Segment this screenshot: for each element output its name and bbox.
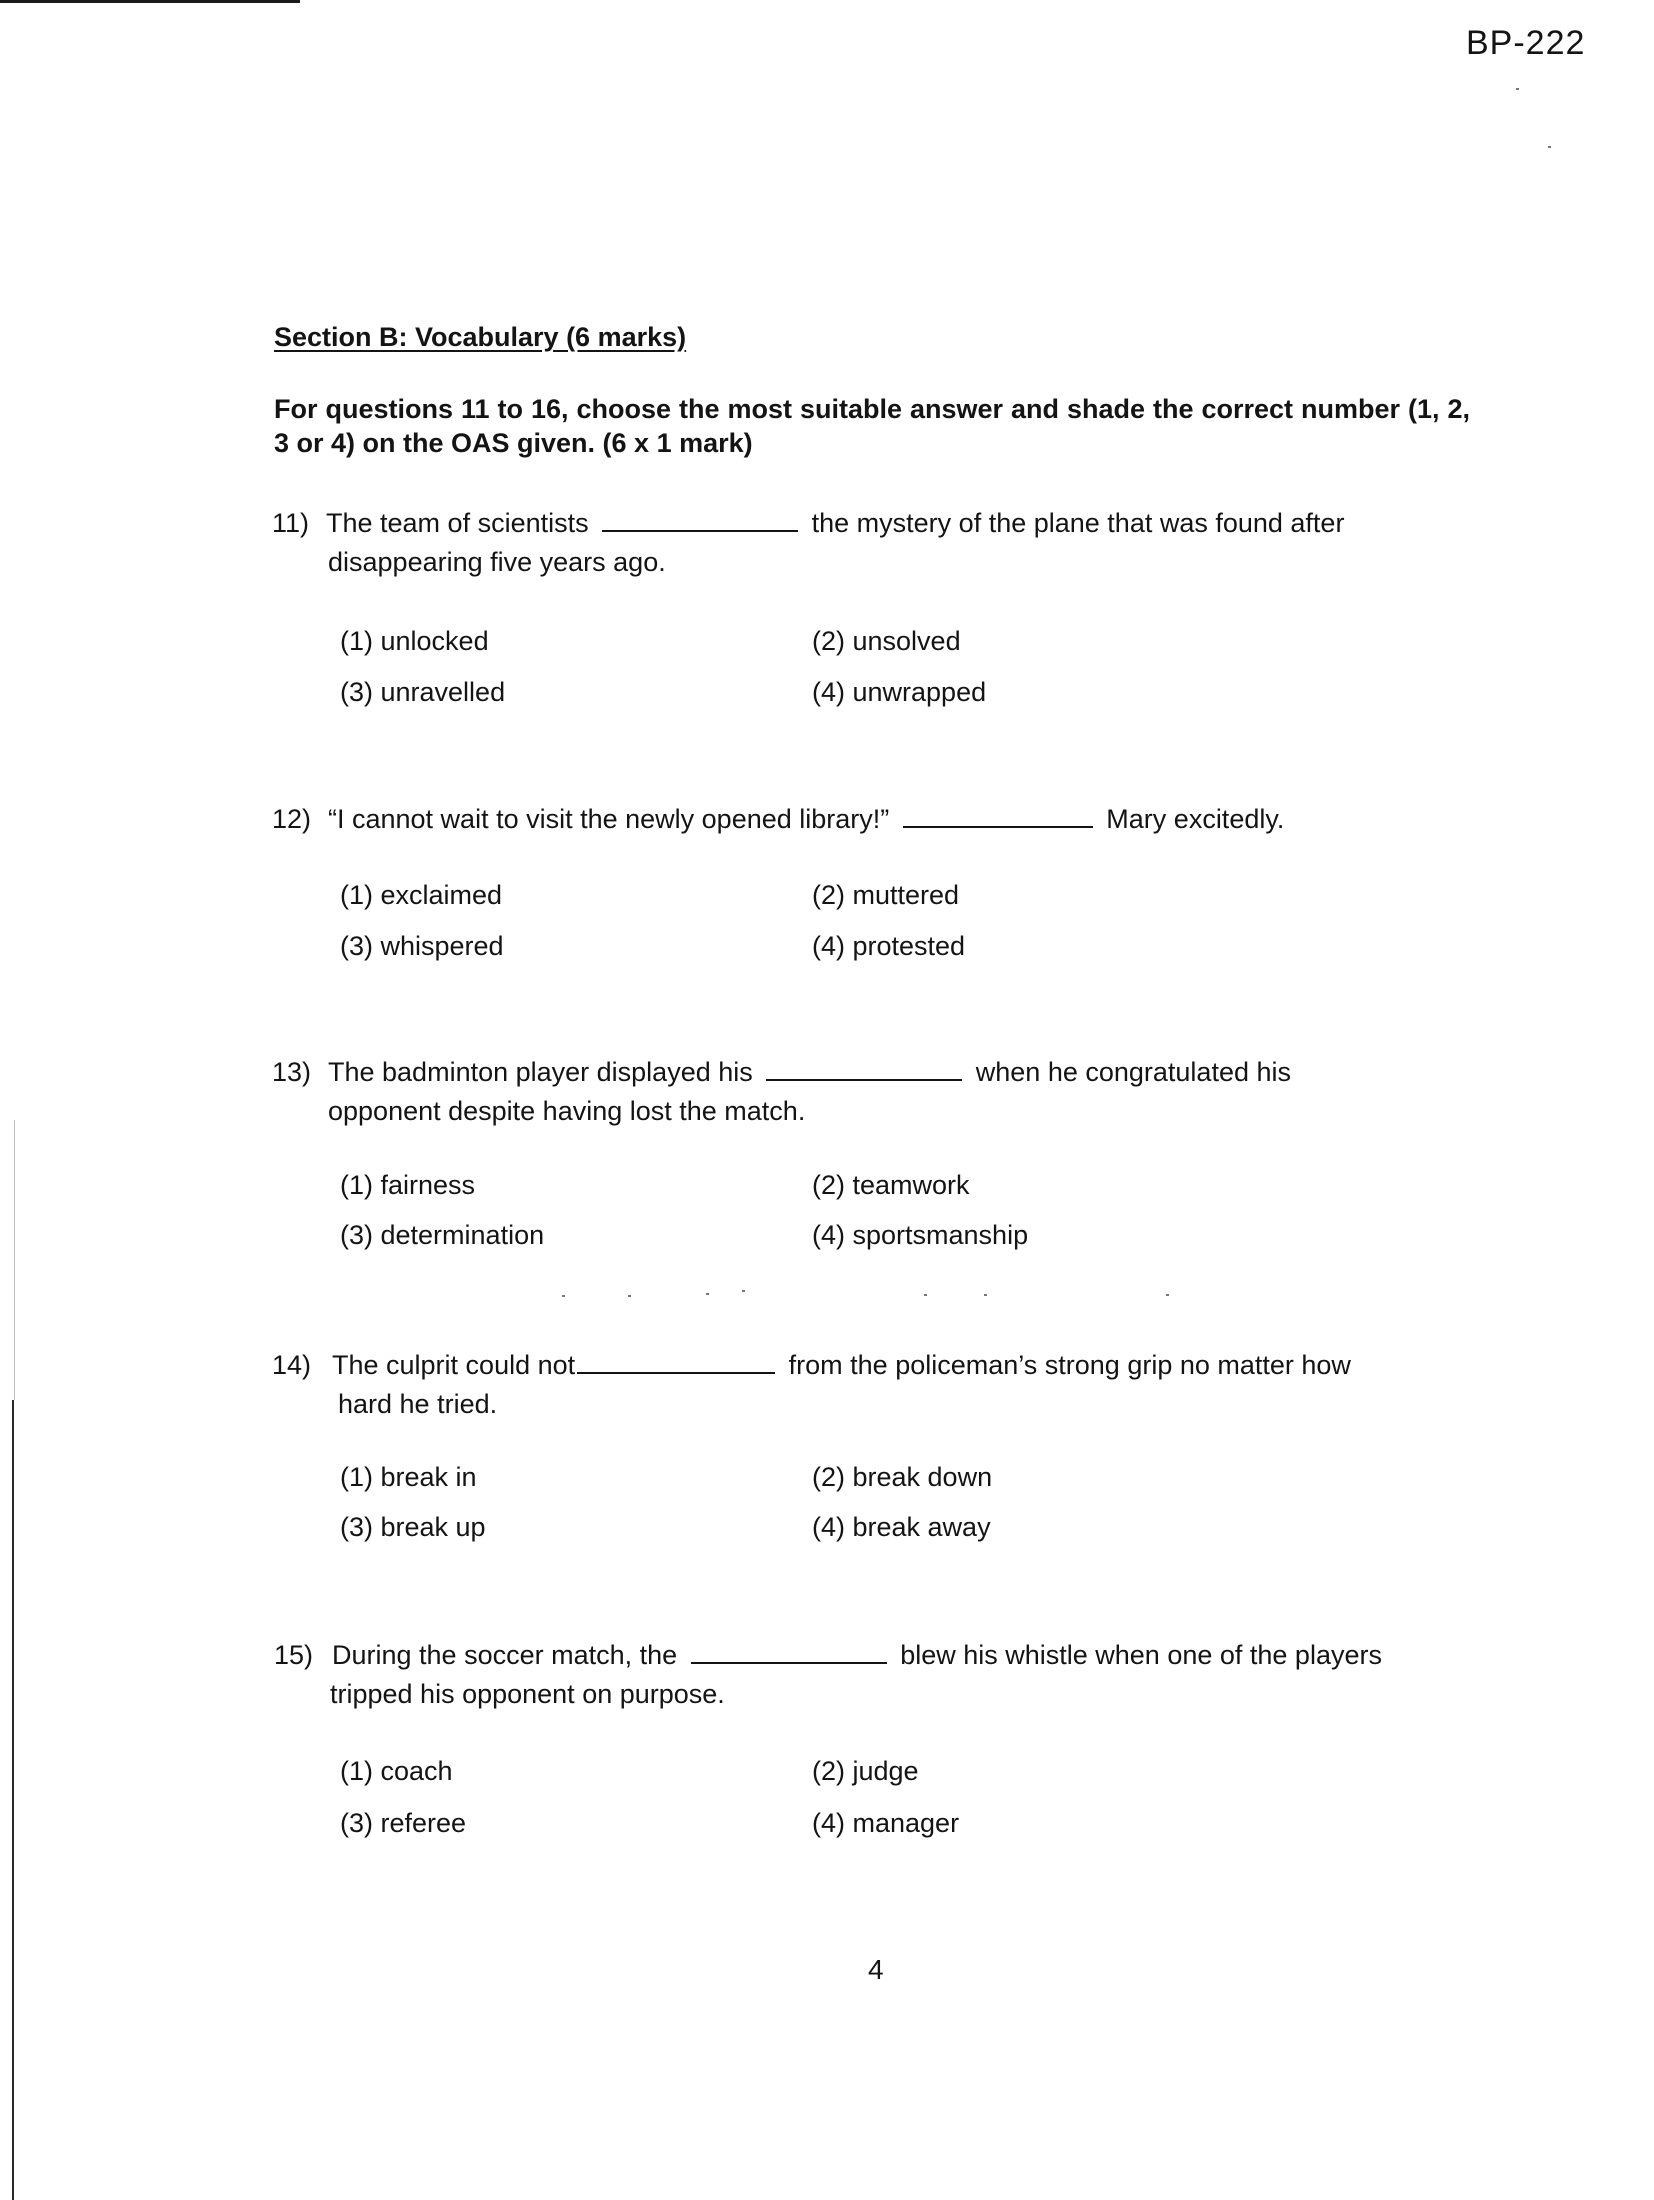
section-title: Section B: Vocabulary (6 marks)	[274, 322, 687, 352]
question-text-after: blew his whistle when one of the players	[900, 1640, 1382, 1670]
section-instructions: For questions 11 to 16, choose the most suitable answer and shade the correct number (1, 2, 3 or 4) on the OAS given. (6 x 1 mark)	[274, 394, 1470, 458]
scan-margin-line	[12, 1400, 14, 2200]
answer-blank	[903, 804, 1093, 828]
option-1: (1) exclaimed	[340, 880, 503, 910]
question-number: 15)	[274, 1640, 314, 1670]
scan-speck	[1516, 88, 1519, 90]
option-4: (4) sportsmanship	[812, 1220, 1029, 1250]
answer-blank	[602, 508, 798, 532]
option-3: (3) referee	[340, 1808, 467, 1838]
option-2: (2) teamwork	[812, 1170, 970, 1200]
scan-speck	[984, 1294, 987, 1296]
question-line	[272, 1348, 1351, 1382]
question-text-after: Mary excitedly.	[1106, 804, 1285, 834]
option-1: (1) break in	[340, 1462, 477, 1492]
question-line-2: opponent despite having lost the match.	[328, 1096, 806, 1126]
question-text-after: when he congratulated his	[975, 1057, 1292, 1087]
question-line-2: tripped his opponent on purpose.	[330, 1679, 725, 1709]
scan-margin-line-faint	[14, 1120, 15, 1400]
scan-speck	[706, 1293, 709, 1295]
option-3: (3) whispered	[340, 931, 504, 961]
option-4: (4) protested	[812, 931, 966, 961]
option-1: (1) unlocked	[340, 626, 489, 656]
option-3: (3) unravelled	[340, 677, 506, 707]
scan-speck	[562, 1295, 565, 1297]
question-text-before: The team of scientists	[326, 508, 589, 538]
option-4: (4) manager	[812, 1808, 960, 1838]
question-line	[274, 1638, 1382, 1672]
question-line	[272, 506, 1344, 540]
paper-code: BP-222	[1466, 24, 1586, 62]
option-4: (4) break away	[812, 1512, 991, 1542]
option-1: (1) coach	[340, 1756, 453, 1786]
option-2: (2) break down	[812, 1462, 993, 1492]
option-3: (3) break up	[340, 1512, 486, 1542]
question-line-2: disappearing five years ago.	[328, 547, 666, 577]
option-2: (2) unsolved	[812, 626, 961, 656]
question-number: 13)	[272, 1057, 312, 1087]
scan-speck	[628, 1295, 631, 1297]
scan-speck	[1548, 146, 1551, 148]
question-line-2: hard he tried.	[338, 1389, 498, 1419]
question-text-before: “I cannot wait to visit the newly opened library!”	[328, 804, 890, 834]
question-line	[272, 802, 1284, 836]
option-2: (2) judge	[812, 1756, 919, 1786]
question-number: 14)	[272, 1350, 312, 1380]
question-text-after: from the policeman’s strong grip no matter how	[788, 1350, 1351, 1380]
scan-speck	[1166, 1294, 1169, 1296]
option-3: (3) determination	[340, 1220, 545, 1250]
question-text-before: The badminton player displayed his	[328, 1057, 753, 1087]
question-number: 12)	[272, 804, 312, 834]
scan-edge-line	[0, 0, 300, 3]
option-4: (4) unwrapped	[812, 677, 987, 707]
answer-blank	[766, 1057, 962, 1081]
question-text-before: The culprit could not	[332, 1350, 576, 1380]
question-text-before: During the soccer match, the	[332, 1640, 678, 1670]
option-1: (1) fairness	[340, 1170, 476, 1200]
answer-blank	[691, 1640, 887, 1664]
question-number: 11)	[272, 508, 310, 538]
scan-speck	[924, 1294, 927, 1296]
question-text-after: the mystery of the plane that was found after	[811, 508, 1345, 538]
option-2: (2) muttered	[812, 880, 960, 910]
scan-speck	[742, 1290, 745, 1292]
page-number: 4	[868, 1954, 884, 1985]
question-line	[272, 1055, 1291, 1089]
answer-blank	[577, 1350, 775, 1374]
